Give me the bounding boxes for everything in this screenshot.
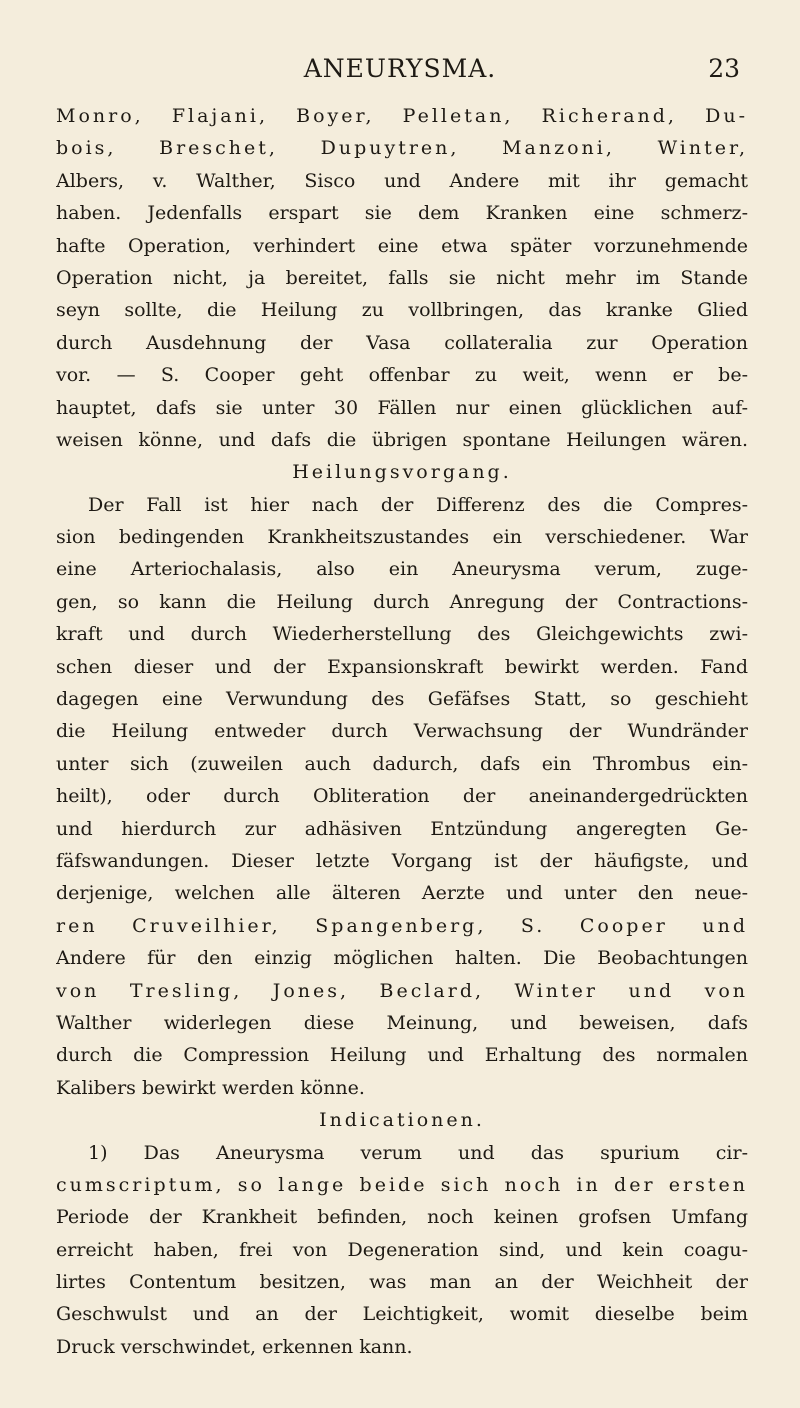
text-line: Kalibers bewirkt werden könne.: [56, 1076, 365, 1099]
body-text: [56, 100, 748, 1363]
text-line: weisen könne, und dafs die übrigen spontane Heilungen wären.: [56, 428, 748, 451]
text-line: Druck verschwindet, erkennen kann.: [56, 1335, 413, 1358]
section-heading: Heilungsvorgang.: [292, 461, 512, 484]
text-line: Periode der Krankheit befinden, noch keinen grofsen Umfang: [56, 1206, 748, 1229]
text-line: seyn sollte, die Heilung zu vollbringen, das kranke Glied: [56, 299, 748, 322]
text-line: gen, so kann die Heilung durch Anregung der Contractions-: [56, 590, 748, 613]
text-line: fäfswandungen. Dieser letzte Vorgang ist der häufigste, und: [56, 849, 748, 872]
text-line: unter sich (zuweilen auch dadurch, dafs ein Thrombus ein-: [56, 752, 748, 775]
text-line: Monro, Flajani, Boyer, Pelletan, Richerand, Du-: [56, 105, 748, 127]
running-title: ANEURYSMA.: [303, 54, 497, 83]
text-line: vor. — S. Cooper geht offenbar zu weit, wenn er be-: [56, 364, 748, 387]
text-line: ren Cruveilhier, Spangenberg, S. Cooper und: [56, 914, 748, 937]
text-line: lirtes Contentum besitzen, was man an der Weichheit der: [56, 1271, 748, 1294]
section-heading: Indicationen.: [319, 1109, 485, 1132]
text-line: durch die Compression Heilung und Erhaltung des normalen: [56, 1044, 748, 1067]
text-line: 1) Das Aneurysma verum und das spurium cir-: [88, 1141, 748, 1164]
text-line: erreicht haben, frei von Degeneration sind, und kein coagu-: [56, 1238, 748, 1261]
text-line: von Tresling, Jones, Beclard, Winter und von: [56, 979, 748, 1002]
text-line: sion bedingenden Krankheitszustandes ein verschiedener. War: [56, 526, 748, 549]
text-line: hauptet, dafs sie unter 30 Fällen nur einen glücklichen auf-: [56, 396, 748, 419]
text-line: Geschwulst und an der Leichtigkeit, womit dieselbe beim: [56, 1303, 748, 1326]
text-line: haben. Jedenfalls erspart sie dem Kranken eine schmerz-: [56, 202, 748, 225]
text-line: Operation nicht, ja bereitet, falls sie nicht mehr im Stande: [56, 266, 748, 289]
text-line: heilt), oder durch Obliteration der aneinandergedrückten: [56, 785, 748, 808]
text-line: und hierdurch zur adhäsiven Entzündung angeregten Ge-: [56, 817, 748, 840]
text-line: kraft und durch Wiederherstellung des Gleichgewichts zwi-: [56, 623, 748, 646]
text-line: Walther widerlegen diese Meinung, und beweisen, dafs: [56, 1011, 748, 1034]
text-line: hafte Operation, verhindert eine etwa später vorzunehmende: [56, 234, 748, 257]
text-line: Andere für den einzig möglichen halten. Die Beobachtungen: [56, 947, 748, 970]
text-line: derjenige, welchen alle älteren Aerzte und unter den neue-: [56, 882, 748, 905]
text-line: Der Fall ist hier nach der Differenz des die Compres-: [88, 493, 748, 516]
text-line: cumscriptum, so lange beide sich noch in der ersten: [56, 1173, 748, 1196]
running-header: [0, 54, 800, 94]
text-line: bois, Breschet, Dupuytren, Manzoni, Winter,: [56, 137, 748, 160]
text-line: schen dieser und der Expansionskraft bewirkt werden. Fand: [56, 655, 748, 678]
text-line: durch Ausdehnung der Vasa collateralia zur Operation: [56, 331, 748, 354]
text-line: die Heilung entweder durch Verwachsung der Wundränder: [56, 720, 748, 743]
text-line: eine Arteriochalasis, also ein Aneurysma verum, zuge-: [56, 558, 748, 581]
text-line: dagegen eine Verwundung des Gefäfses Statt, so geschieht: [56, 688, 748, 711]
page-number: 23: [708, 54, 740, 83]
text-line: Albers, v. Walther, Sisco und Andere mit ihr gemacht: [56, 169, 748, 192]
